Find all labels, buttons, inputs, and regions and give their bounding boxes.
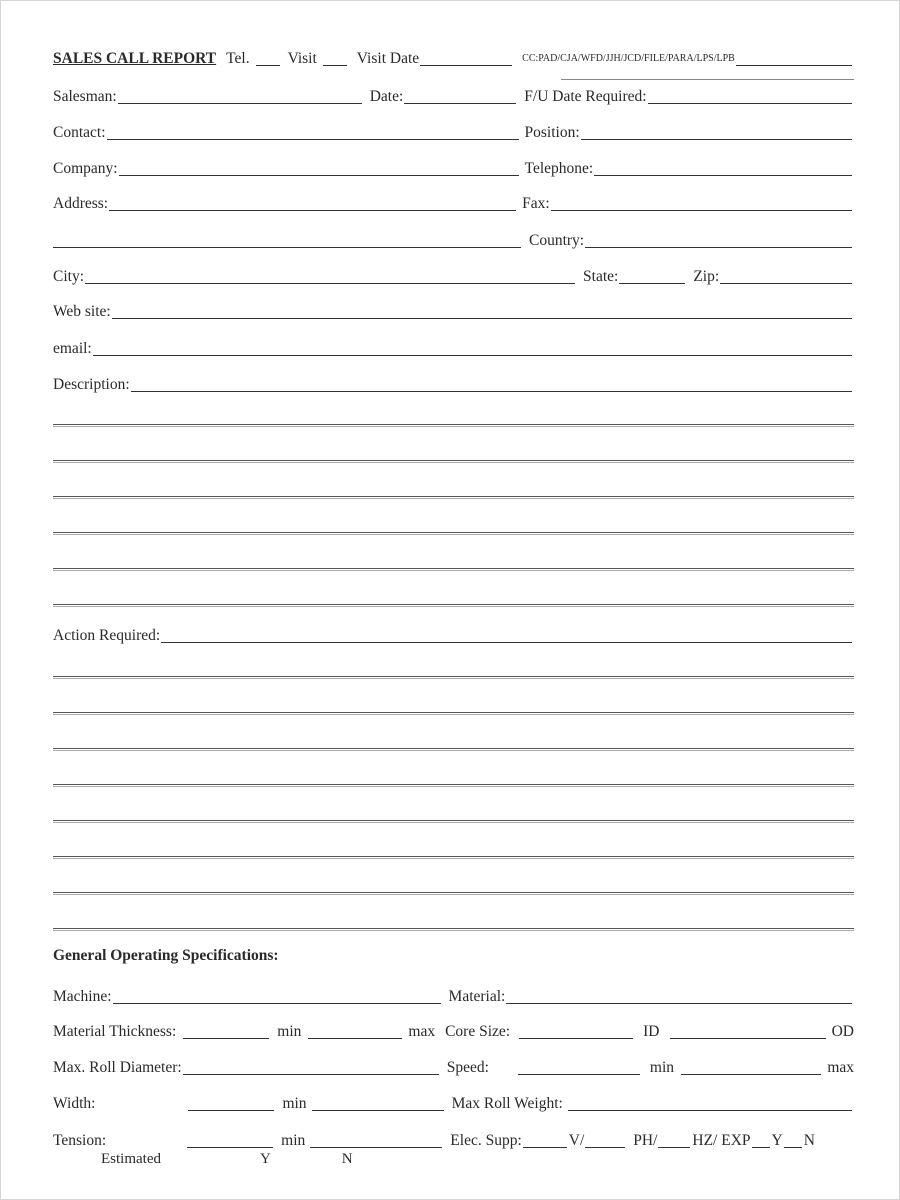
exp-n-label: N: [803, 1132, 815, 1149]
thickness-max-field[interactable]: [308, 1025, 402, 1039]
country-label: Country:: [529, 232, 585, 249]
tension-min-label: min: [281, 1132, 306, 1149]
core-size-label: Core Size:: [445, 1023, 511, 1040]
max-roll-diameter-label: Max. Roll Diameter:: [53, 1059, 182, 1076]
salesman-field[interactable]: [118, 90, 362, 104]
fu-date-label: F/U Date Required:: [524, 88, 647, 105]
city-field[interactable]: [85, 270, 575, 284]
tel-label: Tel.: [226, 50, 250, 67]
telephone-label: Telephone:: [524, 160, 594, 177]
city-row: [53, 264, 854, 286]
action-line[interactable]: [53, 820, 854, 821]
v-label: V/: [568, 1132, 585, 1149]
action-field[interactable]: [161, 629, 852, 643]
salesman-row: [53, 84, 854, 106]
header-row: [53, 46, 854, 68]
material-field[interactable]: [506, 990, 852, 1004]
hz-field[interactable]: [658, 1134, 690, 1148]
cc-field[interactable]: [736, 52, 852, 66]
visit-label: Visit: [287, 50, 317, 67]
website-field[interactable]: [112, 305, 852, 319]
address-row: [53, 191, 854, 213]
exp-yes-field[interactable]: [752, 1134, 770, 1148]
description-row: [53, 372, 854, 394]
phase-field[interactable]: [585, 1134, 625, 1148]
position-field[interactable]: [581, 126, 852, 140]
email-label: email:: [53, 340, 92, 357]
elec-supp-label: Elec. Supp:: [450, 1132, 522, 1149]
roll-diameter-row: [53, 1055, 854, 1077]
ph-label: PH/: [633, 1132, 658, 1149]
exp-no-field[interactable]: [784, 1134, 802, 1148]
od-label: OD: [831, 1023, 854, 1040]
action-line[interactable]: [53, 856, 854, 857]
action-line[interactable]: [53, 676, 854, 677]
date-field[interactable]: [404, 90, 516, 104]
tension-max-field[interactable]: [310, 1134, 442, 1148]
volts-field[interactable]: [523, 1134, 567, 1148]
material-thickness-label: Material Thickness:: [53, 1023, 177, 1040]
hz-exp-label: HZ/ EXP: [692, 1132, 751, 1149]
action-line[interactable]: [53, 712, 854, 713]
core-od-field[interactable]: [670, 1025, 825, 1039]
city-label: City:: [53, 268, 85, 285]
action-row: [53, 623, 854, 645]
fax-label: Fax:: [522, 195, 550, 212]
machine-field[interactable]: [113, 990, 441, 1004]
width-label: Width:: [53, 1095, 96, 1112]
email-row: [53, 336, 854, 358]
website-label: Web site:: [53, 303, 111, 320]
thickness-row: [53, 1019, 854, 1041]
telephone-field[interactable]: [594, 162, 852, 176]
estimated-row-partial: [101, 1151, 353, 1168]
estimated-y-label: Y: [259, 1151, 271, 1167]
description-line[interactable]: [53, 568, 854, 569]
address-field[interactable]: [109, 197, 516, 211]
zip-label: Zip:: [693, 268, 720, 285]
company-label: Company:: [53, 160, 118, 177]
address-line2-field[interactable]: [53, 234, 521, 248]
fu-date-field[interactable]: [648, 90, 852, 104]
material-label: Material:: [448, 988, 506, 1005]
email-field[interactable]: [93, 342, 852, 356]
id-label: ID: [643, 1023, 660, 1040]
tension-row: [53, 1128, 854, 1150]
description-line[interactable]: [53, 604, 854, 605]
specs-heading: General Operating Specifications:: [53, 947, 279, 964]
description-line[interactable]: [53, 460, 854, 461]
speed-label: Speed:: [446, 1059, 489, 1076]
visit-date-label: Visit Date: [356, 50, 420, 67]
zip-field[interactable]: [720, 270, 852, 284]
contact-row: [53, 120, 854, 142]
machine-row: [53, 984, 854, 1006]
exp-y-label: Y: [771, 1132, 783, 1149]
date-label: Date:: [369, 88, 404, 105]
cc-extra-line: [561, 79, 854, 80]
form-title: SALES CALL REPORT: [53, 50, 217, 67]
machine-label: Machine:: [53, 988, 112, 1005]
description-line[interactable]: [53, 496, 854, 497]
contact-label: Contact:: [53, 124, 106, 141]
description-label: Description:: [53, 376, 130, 393]
state-field[interactable]: [619, 270, 685, 284]
max-roll-diameter-field[interactable]: [183, 1061, 439, 1075]
website-row: [53, 299, 854, 321]
description-line[interactable]: [53, 424, 854, 425]
width-row: [53, 1091, 854, 1113]
min-label: min: [277, 1023, 302, 1040]
action-line[interactable]: [53, 784, 854, 785]
address-label: Address:: [53, 195, 109, 212]
position-label: Position:: [524, 124, 580, 141]
speed-min-label: min: [649, 1059, 675, 1076]
contact-field[interactable]: [107, 126, 519, 140]
tel-field[interactable]: [256, 52, 280, 66]
action-line[interactable]: [53, 928, 854, 929]
country-field[interactable]: [585, 234, 852, 248]
address2-row: [53, 228, 854, 250]
estimated-label: Estimated: [101, 1151, 161, 1167]
description-line[interactable]: [53, 532, 854, 533]
thickness-min-field[interactable]: [183, 1025, 269, 1039]
speed-max-field[interactable]: [681, 1061, 821, 1075]
core-id-field[interactable]: [519, 1025, 633, 1039]
max-roll-weight-field[interactable]: [568, 1097, 852, 1111]
action-line[interactable]: [53, 748, 854, 749]
visit-date-field[interactable]: [420, 52, 512, 66]
max-label: max: [408, 1023, 436, 1040]
company-field[interactable]: [119, 162, 519, 176]
description-field[interactable]: [131, 378, 852, 392]
tension-min-field[interactable]: [187, 1134, 273, 1148]
width-min-field[interactable]: [188, 1097, 274, 1111]
max-roll-weight-label: Max Roll Weight:: [451, 1095, 563, 1112]
width-min-label: min: [282, 1095, 307, 1112]
width-max-field[interactable]: [312, 1097, 444, 1111]
fax-field[interactable]: [551, 197, 852, 211]
speed-min-field[interactable]: [518, 1061, 640, 1075]
visit-field[interactable]: [323, 52, 347, 66]
estimated-n-label: N: [341, 1151, 353, 1167]
state-label: State:: [583, 268, 619, 285]
tension-label: Tension:: [53, 1132, 107, 1149]
action-line[interactable]: [53, 892, 854, 893]
salesman-label: Salesman:: [53, 88, 117, 105]
cc-list: CC:PAD/CJA/WFD/JJH/JCD/FILE/PARA/LPS/LPB: [522, 53, 735, 64]
action-label: Action Required:: [53, 627, 161, 644]
company-row: [53, 156, 854, 178]
speed-max-label: max: [827, 1059, 854, 1076]
